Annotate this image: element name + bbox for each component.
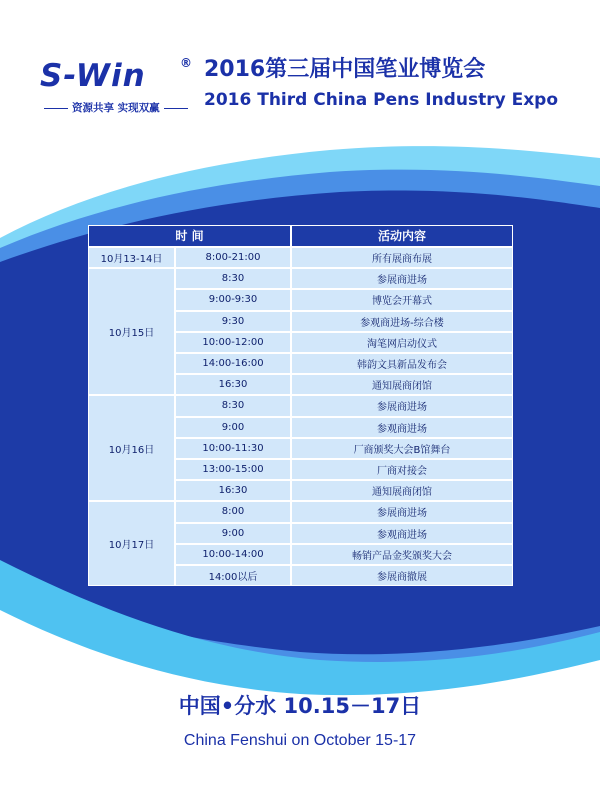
- time-cell: 9:30: [175, 311, 291, 332]
- time-cell: 9:00: [175, 523, 291, 544]
- activity-cell: 参观商进场: [291, 417, 513, 438]
- registered-mark: ®: [180, 56, 192, 70]
- footer-location-date-zh: 中国•分水 10.15－17日: [178, 694, 422, 718]
- date-cell: 10月16日: [88, 395, 175, 501]
- logo-mark: S-Win: [40, 58, 146, 94]
- time-cell: 10:00-11:30: [175, 438, 291, 459]
- activity-cell: 厂商颁奖大会B馆舞台: [291, 438, 513, 459]
- activity-cell: 博览会开幕式: [291, 289, 513, 310]
- date-cell: 10月17日: [88, 501, 175, 586]
- time-cell: 13:00-15:00: [175, 459, 291, 480]
- activity-cell: 淘笔网启动仪式: [291, 332, 513, 353]
- slogan-divider-left: [44, 108, 68, 109]
- slogan-divider-right: [164, 108, 188, 109]
- date-cell: 10月15日: [88, 268, 175, 395]
- column-header-activity: 活动内容: [291, 225, 513, 247]
- page-title-zh: 2016第三届中国笔业博览会: [204, 57, 486, 82]
- time-cell: 8:30: [175, 268, 291, 289]
- time-cell: 8:00-21:00: [175, 247, 291, 268]
- time-cell: 14:00以后: [175, 565, 291, 586]
- time-cell: 14:00-16:00: [175, 353, 291, 374]
- activity-cell: 韩韵文具新品发布会: [291, 353, 513, 374]
- logo: [40, 56, 200, 115]
- logo-slogan: [40, 100, 200, 115]
- activity-cell: 厂商对接会: [291, 459, 513, 480]
- activity-cell: 参观商进场-综合楼: [291, 311, 513, 332]
- time-cell: 9:00: [175, 417, 291, 438]
- slogan-text: 资源共享 实现双赢: [72, 102, 160, 114]
- time-cell: 10:00-12:00: [175, 332, 291, 353]
- activity-cell: 通知展商闭馆: [291, 480, 513, 501]
- schedule-table: [88, 225, 513, 586]
- page-title-en: 2016 Third China Pens Industry Expo: [204, 90, 559, 110]
- column-header-time: 时 间: [88, 225, 291, 247]
- activity-cell: 参展商进场: [291, 501, 513, 522]
- activity-cell: 通知展商闭馆: [291, 374, 513, 395]
- time-cell: 16:30: [175, 480, 291, 501]
- activity-cell: 参观商进场: [291, 523, 513, 544]
- activity-cell: 所有展商布展: [291, 247, 513, 268]
- time-cell: 9:00-9:30: [175, 289, 291, 310]
- activity-cell: 参展商进场: [291, 395, 513, 416]
- time-cell: 8:00: [175, 501, 291, 522]
- activity-cell: 畅销产品金奖颁奖大会: [291, 544, 513, 565]
- activity-cell: 参展商进场: [291, 268, 513, 289]
- date-cell: 10月13-14日: [88, 247, 175, 268]
- activity-cell: 参展商撤展: [291, 565, 513, 586]
- time-cell: 8:30: [175, 395, 291, 416]
- time-cell: 16:30: [175, 374, 291, 395]
- footer-location-date-en: China Fenshui on October 15-17: [183, 732, 417, 749]
- time-cell: 10:00-14:00: [175, 544, 291, 565]
